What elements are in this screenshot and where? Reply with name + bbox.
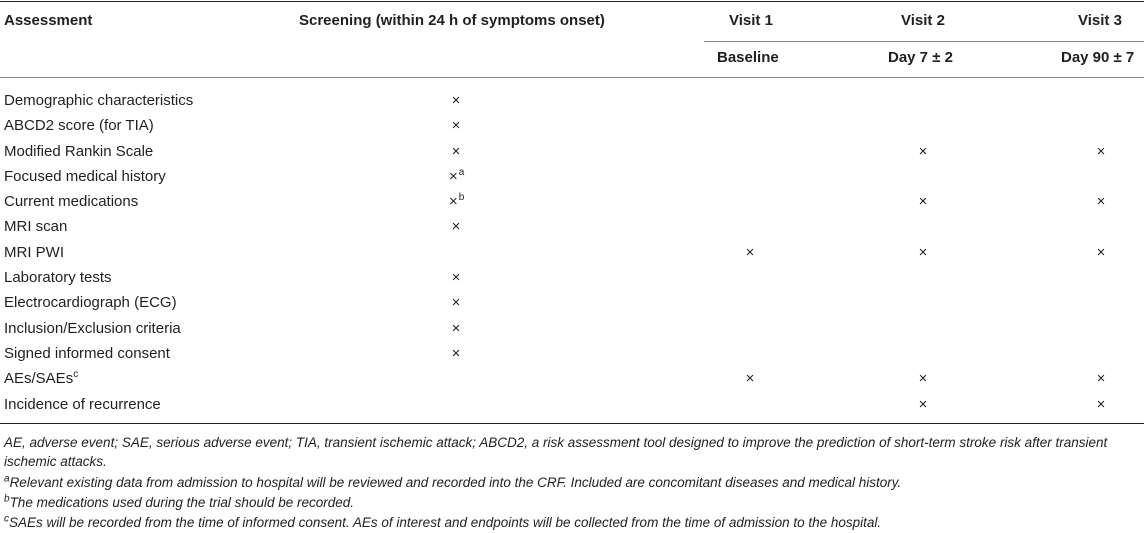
check-mark-visit2 [916,370,930,387]
footnote-a-text: Relevant existing data from admission to hospital will be reviewed and recorded into the CRF. Included are concomitant diseases and medical history. [9,475,902,490]
check-mark-visit3 [1094,370,1108,387]
row-label [4,244,64,261]
check-mark-screening [449,218,463,235]
check-mark-visit2 [916,244,930,261]
table-row [0,366,1144,391]
header-visit-1-timing: Baseline [717,49,779,66]
mark-symbol: × [745,243,755,261]
footnote-abbreviations-text: AE, adverse event; SAE, serious adverse event; TIA, transient ischemic attack; ABCD2, a risk assessment tool designed to improve the prediction of short-term stroke risk after transient ischemic attacks. [4,435,1108,469]
check-mark-screening [449,117,463,134]
table-row [0,139,1144,164]
row-label-text: Incidence of recurrence [4,395,161,413]
table-row [0,316,1144,341]
check-mark-screening [449,193,463,210]
table-row [0,88,1144,113]
check-mark-screening [449,143,463,160]
mark-symbol: × [451,269,461,287]
mark-symbol: × [918,370,928,388]
mark-symbol: × [918,395,928,413]
footnote-c-marker: c [4,513,9,525]
footnote-c-text: SAEs will be recorded from the time of informed consent. AEs of interest and endpoints will be collected from the time of admission to the hospital. [9,515,882,530]
mark-symbol: × [451,319,461,337]
mark-symbol: × [1096,395,1106,413]
row-label-footnote-marker: c [73,369,79,381]
header-visit-1: Visit 1 [729,12,773,29]
table-row [0,240,1144,265]
mark-footnote-marker: a [458,166,465,178]
mark-symbol: × [451,117,461,135]
visit-header-rule [704,41,1144,42]
check-mark-visit3 [1094,193,1108,210]
mark-symbol: × [451,92,461,109]
row-label [4,143,153,160]
row-label [4,294,177,311]
mark-symbol: × [1096,142,1106,160]
footnote-b [4,493,1140,512]
mark-symbol: × [1096,370,1106,388]
header-visit-2-timing: Day 7 ± 2 [888,49,953,66]
header-visit-3-timing: Day 90 ± 7 [1061,49,1135,66]
header-assessment: Assessment [4,12,93,29]
mark-symbol: × [1096,243,1106,261]
row-label [4,269,112,286]
check-mark-screening [449,269,463,286]
row-label [4,320,181,337]
footnote-abbreviations [4,433,1140,471]
mark-symbol: × [451,218,461,236]
table-row [0,113,1144,138]
header-visit-3: Visit 3 [1078,12,1122,29]
mark-symbol: × [918,243,928,261]
footnote-c [4,513,1140,532]
row-label-text: Signed informed consent [4,344,170,362]
check-mark-visit1 [743,244,757,261]
header-bottom-rule [0,77,1144,78]
row-label [4,193,138,210]
mark-symbol: × [451,344,461,362]
table-top-rule [0,1,1144,2]
header-visit-2: Visit 2 [901,12,945,29]
mark-symbol: × [451,294,461,312]
mark-symbol: × [918,142,928,160]
check-mark-screening [449,320,463,337]
row-label-text: ABCD2 score (for TIA) [4,117,154,135]
table-row [0,265,1144,290]
row-label-text: MRI PWI [4,243,64,261]
check-mark-visit2 [916,143,930,160]
row-label [4,345,170,362]
check-mark-visit2 [916,193,930,210]
mark-symbol: × [918,193,928,211]
check-mark-screening [449,168,463,185]
table-row [0,290,1144,315]
row-label-text: Modified Rankin Scale [4,142,154,160]
row-label [4,168,166,185]
row-label [4,370,78,387]
footnote-a [4,473,1140,492]
mark-symbol: × [449,193,458,211]
check-mark-screening [449,345,463,362]
row-label-text: Laboratory tests [4,269,112,287]
mark-symbol: × [451,142,461,160]
row-label [4,396,161,413]
table-row [0,164,1144,189]
row-label-text: Focused medical history [4,167,166,185]
check-mark-screening [449,294,463,311]
header-screening: Screening (within 24 h of symptoms onset) [299,12,605,29]
check-mark-visit3 [1094,244,1108,261]
row-label [4,92,193,109]
row-label-text: Inclusion/Exclusion criteria [4,319,181,337]
mark-symbol: × [1096,193,1106,211]
mark-footnote-marker: b [458,192,465,204]
footnote-a-marker: a [4,473,10,485]
table-body [0,88,1144,417]
table-row [0,341,1144,366]
mark-symbol: × [449,167,458,185]
check-mark-visit1 [743,370,757,387]
table-row [0,189,1144,214]
footnote-b-marker: b [4,493,10,505]
table-row [0,392,1144,417]
row-label-text: MRI scan [4,218,68,236]
row-label [4,117,154,134]
footnote-b-text: The medications used during the trial should be recorded. [9,495,355,510]
row-label-text: Demographic characteristics [4,92,194,109]
check-mark-screening [449,92,463,109]
mark-symbol: × [745,370,755,388]
check-mark-visit3 [1094,143,1108,160]
row-label [4,218,67,235]
row-label-text: AEs/SAEs [4,370,74,388]
row-label-text: Electrocardiograph (ECG) [4,294,177,312]
table-bottom-rule [0,423,1144,424]
row-label-text: Current medications [4,193,139,211]
table-row [0,214,1144,239]
check-mark-visit2 [916,396,930,413]
check-mark-visit3 [1094,396,1108,413]
